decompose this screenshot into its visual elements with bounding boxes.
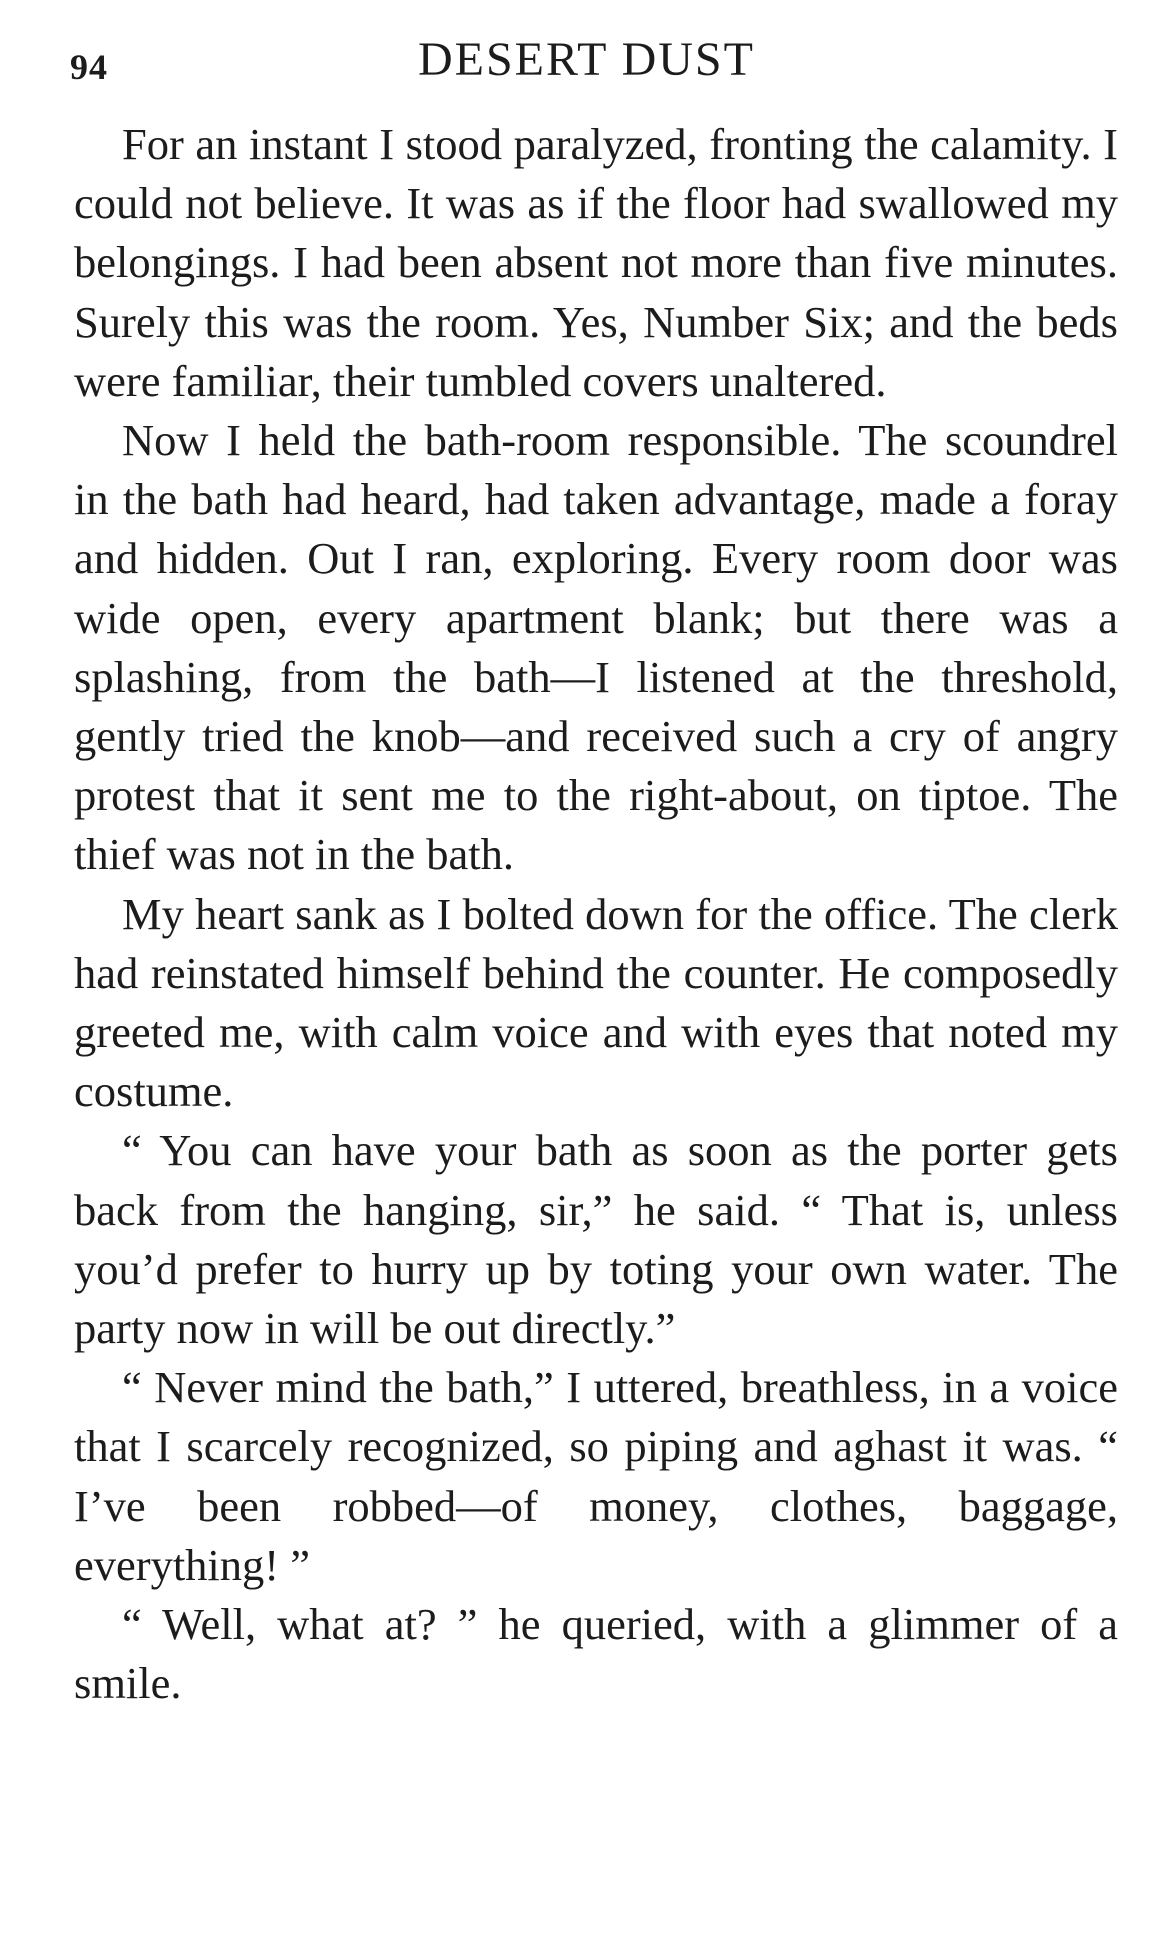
- paragraph-4: “ You can have your bath as soon as the porter gets back from the hanging, sir,” he said. “ That is, unless you’d prefer to hurry up by toting your own water. The party now in will be out directly.”: [74, 1125, 1118, 1354]
- running-title: DESERT DUST: [418, 33, 755, 86]
- paragraph-6: “ Well, what at? ” he queried, with a glimmer of a smile.: [74, 1599, 1118, 1709]
- body-text: [74, 115, 1118, 1713]
- paragraph-5: “ Never mind the bath,” I uttered, breathless, in a voice that I scarcely recognized, so piping and aghast it was. “ I’ve been robbed—of money, clothes, baggage, everything! ”: [74, 1362, 1118, 1590]
- paragraph-2: Now I held the bath-room responsible. The scoundrel in the bath had heard, had taken advantage, made a foray and hidden. Out I ran, exploring. Every room door was wide open, every apartment blank; but there was a splashing, from the bath—I listened at the threshold, gently tried the knob—and received such a cry of angry protest that it sent me to the right-about, on tiptoe. The thief was not in the bath.: [74, 415, 1118, 880]
- page-number: 94: [70, 47, 108, 87]
- paragraph-3: My heart sank as I bolted down for the office. The clerk had reinstated himself behind the counter. He composedly greeted me, with calm voice and with eyes that noted my costume.: [74, 888, 1118, 1117]
- running-head: [70, 32, 1120, 92]
- paragraph-1: For an instant I stood paralyzed, fronting the calamity. I could not believe. It was as if the floor had swallowed my belongings. I had been absent not more than five minutes. Surely this was the room. Yes, Number Six; and the beds were familiar, their tumbled covers unaltered.: [74, 119, 1118, 406]
